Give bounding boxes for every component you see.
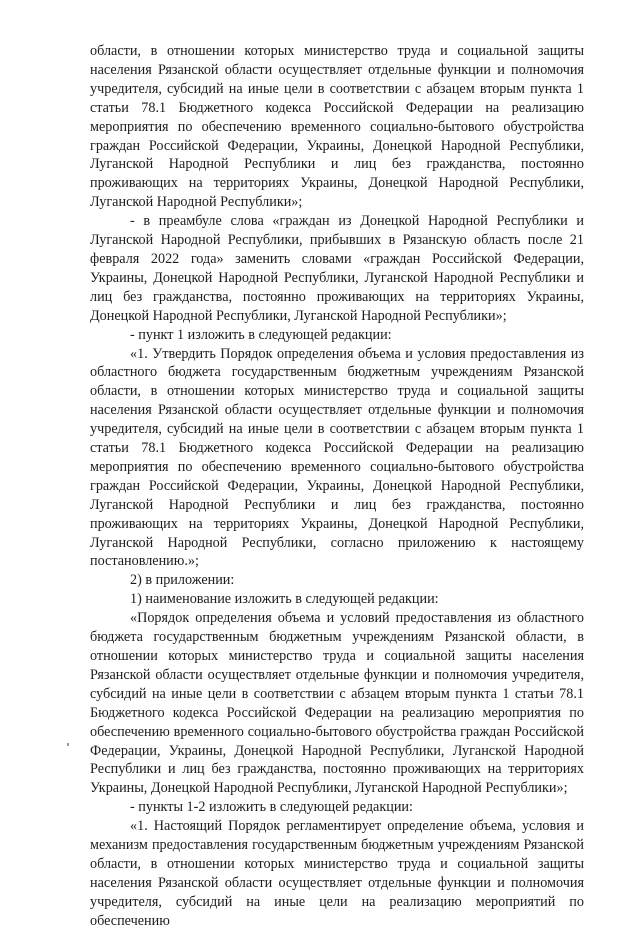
paragraph-title-intro: 1) наименование изложить в следующей редакции: xyxy=(130,591,439,608)
paragraph-points-intro: - пункты 1-2 изложить в следующей редакции: xyxy=(130,799,413,816)
paragraph-preamble-amendment: - в преамбуле слова «граждан из Донецкой Народной Республики и Луганской Народной Республики, прибывших в Рязанскую область после 21 февраля 2022 года» заменить словами «граждан Российской Федерации, Украины, Донецкой Народной Республики, Луганской Народной Республики и лиц без гражданства, постоянно проживающих на территориях Украины, Донецкой Народной Республики, Луганской Народной Республики»; xyxy=(90,213,584,324)
paragraph-appendix-heading: 2) в приложении: xyxy=(130,572,235,589)
document-page xyxy=(90,42,584,931)
paragraph-points-text: «1. Настоящий Порядок регламентирует определение объема, условия и механизм предоставления государственным бюджетным учреждениям Рязанской области, в отношении которых министерство труда и социальной защиты населения Рязанской области осуществляет отдельные функции и полномочия учредителя, субсидий на иные цели на реализацию мероприятий по обеспечению xyxy=(90,818,584,929)
paragraph-point1-text: «1. Утвердить Порядок определения объема и условия предоставления из областного бюджета государственным бюджетным учреждениям Рязанской области, в отношении которых министерство труда и социальной защиты населения Рязанской области осуществляет отдельные функции и полномочия учредителя, субсидий на иные цели в соответствии с абзацем вторым пункта 1 статьи 78.1 Бюджетного кодекса Российской Федерации на реализацию мероприятия по обеспечению временного социально-бытового обустройства граждан Российской Федерации, Украины, Донецкой Народной Республики, Луганской Народной Республики и лиц без гражданства, постоянно проживающих на территориях Украины, Донецкой Народной Республики, Луганской Народной Республики, согласно приложению к настоящему постановлению.»; xyxy=(90,345,584,570)
scan-mark xyxy=(67,743,69,746)
paragraph-point1-intro: - пункт 1 изложить в следующей редакции: xyxy=(130,326,392,343)
paragraph-title-text: «Порядок определения объема и условий предоставления из областного бюджета государственным бюджетным учреждениям Рязанской области, в отношении которых министерство труда и социальной защиты населения Рязанской области осуществляет отдельные функции и полномочия учредителя, субсидий на иные цели в соответствии с абзацем вторым пункта 1 статьи 78.1 Бюджетного кодекса Российской Федерации на реализацию мероприятия по обеспечению временного социально-бытового обустройства граждан Российской Федерации, Украины, Донецкой Народной Республики, Луганской Народной Республики и лиц без гражданства, постоянно проживающих на территориях Украины, Донецкой Народной Республики, Луганской Народной Республики»; xyxy=(90,610,584,797)
paragraph-continuation: области, в отношении которых министерство труда и социальной защиты населения Рязанской области осуществляет отдельные функции и полномочия учредителя, субсидий на иные цели в соответствии с абзацем вторым пункта 1 статьи 78.1 Бюджетного кодекса Российской Федерации на реализацию мероприятия по обеспечению временного социально-бытового обустройства граждан Российской Федерации, Украины, Донецкой Народной Республики, Луганской Народной Республики и лиц без гражданства, постоянно проживающих на территориях Украины, Донецкой Народной Республики, Луганской Народной Республики»; xyxy=(90,43,584,211)
